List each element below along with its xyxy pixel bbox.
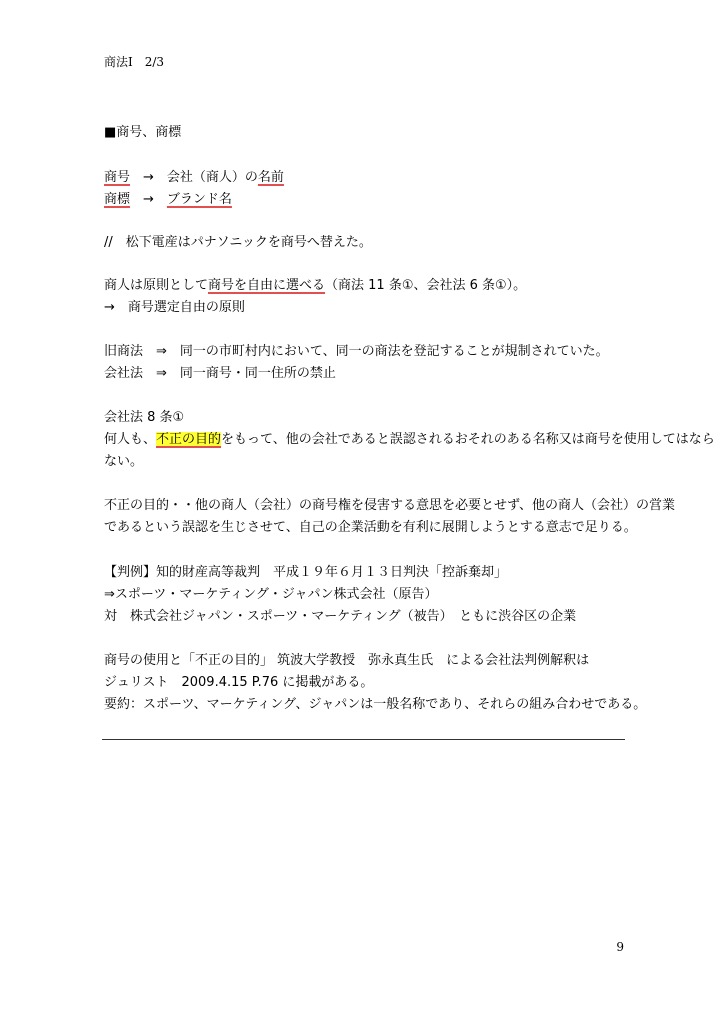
note-line: // 松下電産はパナソニックを商号へ替えた。 xyxy=(104,235,372,250)
principle-line-2: → 商号選定自由の原則 xyxy=(104,300,245,315)
explain-line-2: であるという誤認を生じさせて、自己の企業活動を有利に展開しようとする意志で足りる。 xyxy=(104,520,637,535)
article-text: 何人も、 xyxy=(104,432,157,447)
case-line-2: ⇒スポーツ・マーケティング・ジャパン株式会社（原告） xyxy=(104,587,438,602)
definition-line-2 xyxy=(104,191,232,209)
divider xyxy=(102,739,625,740)
principle-citation: （商法 11 条①、会社法 6 条①）。 xyxy=(325,278,527,293)
article-line-2: ない。 xyxy=(104,454,144,469)
article-title: 会社法 8 条① xyxy=(104,410,185,425)
explain-line-1: 不正の目的・・他の商人（会社）の商号権を侵害する意思を必要とせず、他の商人（会社）の営業 xyxy=(104,498,675,513)
section-title: ■商号、商標 xyxy=(104,125,182,140)
article-text: をもって、他の会社であると誤認されるおそれのある名称又は商号を使用してはなら xyxy=(221,432,715,447)
definition-text: → 会社（商人）の xyxy=(130,170,258,185)
history-line-2: 会社法 ⇒ 同一商号・同一住所の禁止 xyxy=(104,366,336,381)
article-line-1 xyxy=(104,431,715,449)
ref-line-1: 商号の使用と「不正の目的」 筑波大学教授 弥永真生氏 による会社法判例解釈は xyxy=(104,653,590,668)
principle-underlined: 商号を自由に選べる xyxy=(208,278,326,293)
principle-text: 商人は原則として xyxy=(104,278,209,293)
term-namae: 名前 xyxy=(257,170,284,185)
principle-line-1 xyxy=(104,277,526,295)
page-header: 商法Ⅰ 2/3 xyxy=(104,55,165,69)
term-shogo: 商号 xyxy=(104,170,131,185)
case-line-1: 【判例】知的財産高等裁判 平成１９年６月１３日判決「控訴棄却」 xyxy=(104,565,508,580)
term-shohyo: 商標 xyxy=(104,192,131,207)
definition-line-1 xyxy=(104,169,284,187)
history-line-1: 旧商法 ⇒ 同一の市町村内において、同一の商法を登記することが規制されていた。 xyxy=(104,344,609,359)
article-highlight: 不正の目的 xyxy=(156,432,222,447)
case-line-3: 対 株式会社ジャパン・スポーツ・マーケティング（被告） ともに渋谷区の企業 xyxy=(104,609,577,624)
page-number: 9 xyxy=(616,940,624,954)
term-brand: ブランド名 xyxy=(166,192,232,207)
ref-line-3: 要約：スポーツ、マーケティング、ジャパンは一般名称であり、それらの組み合わせである。 xyxy=(104,697,647,712)
ref-line-2: ジュリスト 2009.4.15 P.76 に掲載がある。 xyxy=(104,675,374,690)
definition-text: → xyxy=(130,192,167,207)
